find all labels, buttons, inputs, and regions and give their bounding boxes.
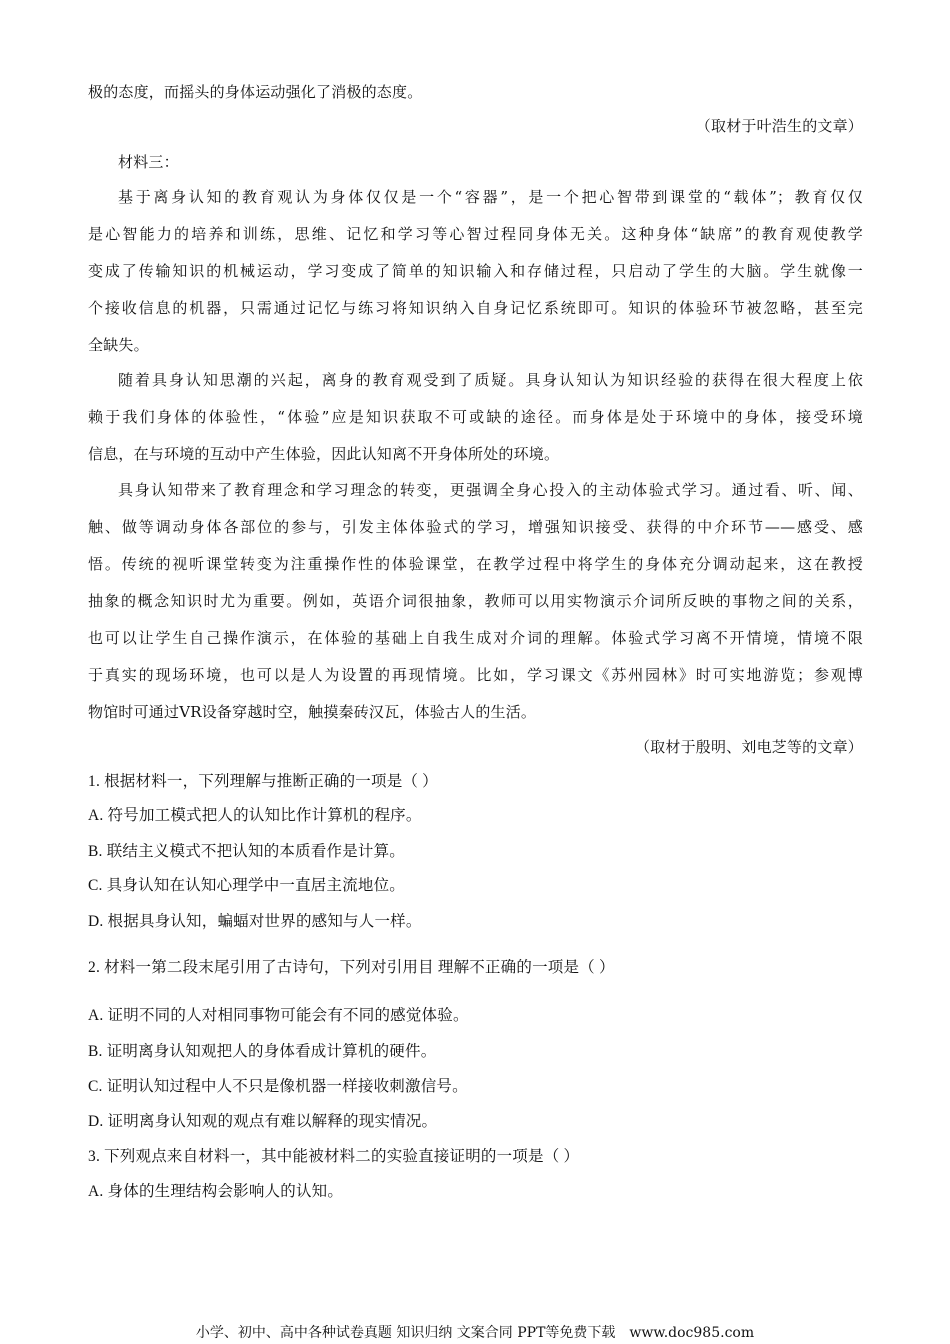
material3-p1-line1: 基于离身认知的教育观认为身体仅仅是一个“容器”，是一个把心智带到课堂的“载体”；教育仅仅: [118, 188, 863, 206]
question-1-stem: 1. 根据材料一，下列理解与推断正确的一项是（ ）: [88, 773, 438, 790]
footer-url[interactable]: www.doc985.com: [629, 1325, 755, 1341]
question-3-option-a: A. 身体的生理结构会影响人的认知。: [88, 1183, 344, 1200]
question-1-option-b: B. 联结主义模式不把认知的本质看作是计算。: [88, 843, 405, 860]
page-footer: [0, 1323, 950, 1343]
material3-p2-line1: 随着具身认知思潮的兴起，离身的教育观受到了质疑。具身认知认为知识经验的获得在很大程度上依: [118, 371, 863, 389]
material2-source: （取材于叶浩生的文章）: [695, 117, 863, 135]
material3-p3-line5: 也可以让学生自己操作演示，在体验的基础上自我生成对介词的理解。体验式学习离不开情境，情境不限: [88, 629, 863, 647]
material3-p3-line1: 具身认知带来了教育理念和学习理念的转变，更强调全身心投入的主动体验式学习。通过看、听、闻、: [118, 481, 863, 499]
material3-p1-line5: 全缺失。: [88, 336, 149, 354]
question-1-option-d: D. 根据具身认知，蝙蝠对世界的感知与人一样。: [88, 913, 422, 930]
material3-heading: 材料三：: [118, 153, 179, 171]
material2-tail-line: 极的态度，而摇头的身体运动强化了消极的态度。: [88, 83, 423, 101]
material3-p2-line2: 赖于我们身体的体验性，“体验”应是知识获取不可或缺的途径。而身体是处于环境中的身体，接受环境: [88, 408, 863, 426]
material3-p3-line2: 触、做等调动身体各部位的参与，引发主体体验式的学习，增强知识接受、获得的中介环节——感受、感: [88, 518, 863, 536]
material3-p3-line7: 物馆时可通过VR设备穿越时空，触摸秦砖汉瓦，体验古人的生活。: [88, 703, 537, 721]
material3-p1-line2: 是心智能力的培养和训练，思维、记忆和学习等心智过程同身体无关。这种身体“缺席”的教育观使教学: [88, 225, 863, 243]
material3-p3-line4: 抽象的概念知识时尤为重要。例如，英语介词很抽象，教师可以用实物演示介词所反映的事物之间的关系，: [88, 592, 863, 610]
question-2-stem: 2. 材料一第二段末尾引用了古诗句，下列对引用目 理解不正确的一项是（ ）: [88, 959, 615, 976]
material3-p2-line3: 信息，在与环境的互动中产生体验，因此认知离不开身体所处的环境。: [88, 445, 560, 463]
material3-p3-line3: 悟。传统的视听课堂转变为注重操作性的体验课堂，在教学过程中将学生的身体充分调动起来，这在教授: [88, 555, 863, 573]
question-3-stem: 3. 下列观点来自材料一，其中能被材料二的实验直接证明的一项是（ ）: [88, 1148, 580, 1165]
footer-text: 小学、初中、高中各种试卷真题 知识归纳 文案合同 PPT等免费下载: [195, 1325, 616, 1341]
question-2-option-b: B. 证明离身认知观把人的身体看成计算机的硬件。: [88, 1043, 437, 1060]
question-2-option-d: D. 证明离身认知观的观点有难以解释的现实情况。: [88, 1113, 438, 1130]
question-1-option-a: A. 符号加工模式把人的认知比作计算机的程序。: [88, 807, 422, 824]
material3-p1-line3: 变成了传输知识的机械运动，学习变成了简单的知识输入和存储过程，只启动了学生的大脑。学生就像一: [88, 262, 863, 280]
question-1-option-c: C. 具身认知在认知心理学中一直居主流地位。: [88, 877, 405, 894]
question-2-option-a: A. 证明不同的人对相同事物可能会有不同的感觉体验。: [88, 1007, 469, 1024]
material3-source: （取材于殷明、刘电芝等的文章）: [634, 738, 863, 756]
material3-p3-line6: 于真实的现场环境，也可以是人为设置的再现情境。比如，学习课文《苏州园林》时可实地游览；参观博: [88, 666, 863, 684]
material3-p1-line4: 个接收信息的机器，只需通过记忆与练习将知识纳入自身记忆系统即可。知识的体验环节被忽略，甚至完: [88, 299, 863, 317]
question-2-option-c: C. 证明认知过程中人不只是像机器一样接收刺激信号。: [88, 1078, 468, 1095]
